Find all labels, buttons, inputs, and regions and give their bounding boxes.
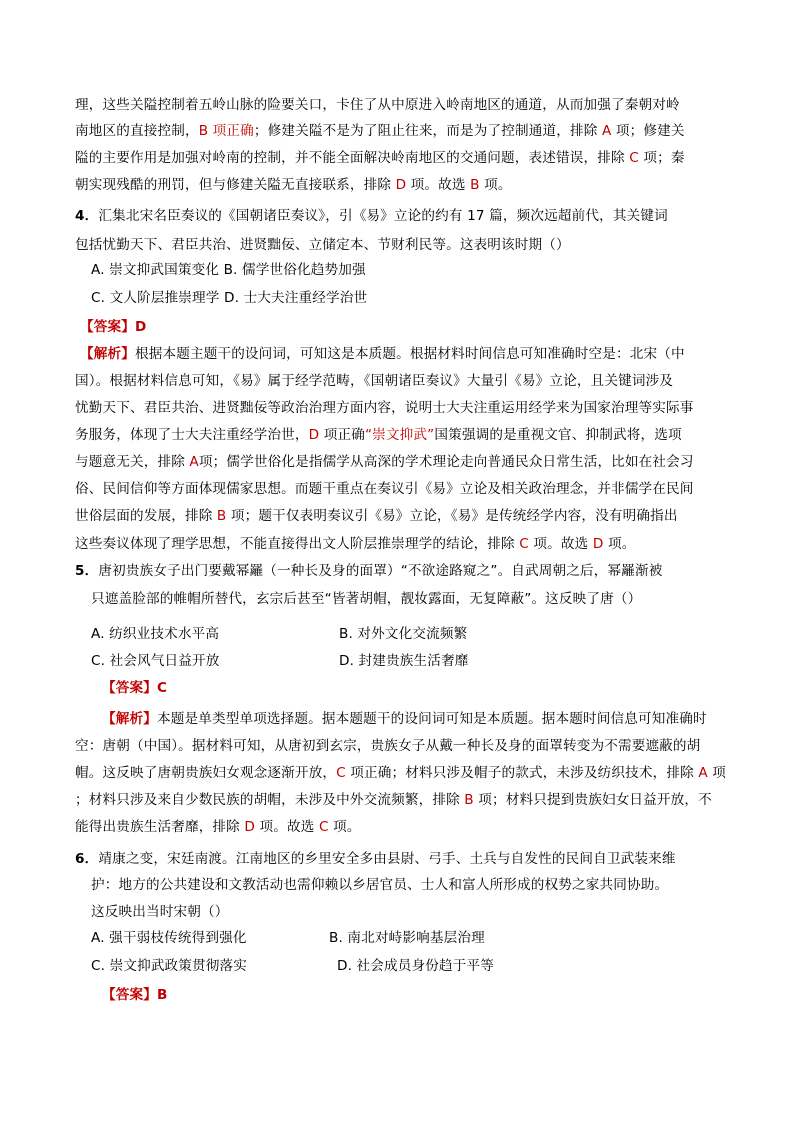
text: ；材料只涉及帽子的款式，未涉及纺织技术，排除 xyxy=(391,765,699,781)
q4-options-line-1 xyxy=(91,261,366,279)
question-stem: 只遮盖脸部的帷帽所替代，玄宗后甚至“皆著胡帽，靓妆露面，无复障蔽”。这反映了唐（） xyxy=(91,591,642,607)
option-letter: D xyxy=(592,536,604,552)
answer-value: B xyxy=(156,987,168,1003)
q6-stem-line-3 xyxy=(91,903,228,921)
text: 南地区的直接控制， xyxy=(75,123,199,139)
text: 项；儒学世俗化是指儒学从高深的学术理论走向普通民众日常生活，比如在社会习 xyxy=(198,454,694,470)
q6-option-a xyxy=(91,929,247,947)
q4-analysis-line-7 xyxy=(75,507,678,525)
intro-line-3 xyxy=(75,149,685,167)
text: 项；题干仅表明奏议引《易》立论，《易》是传统经学内容，没有明确指出 xyxy=(226,508,678,524)
question-stem: 靖康之变，宋廷南渡。江南地区的乡里安全多由县尉、弓手、土兵与自发性的民间自卫武装来维 xyxy=(98,851,676,867)
answer-value: C xyxy=(156,680,168,696)
text: 项 xyxy=(707,765,727,781)
option-text: D. 社会成员身份趋于平等 xyxy=(337,958,494,974)
answer-label: 【答案】 xyxy=(80,319,135,335)
text: 与题意无关，排除 xyxy=(75,454,190,470)
answer-value: D xyxy=(134,319,147,335)
text: 项；秦 xyxy=(638,150,685,166)
q4-analysis-line-8 xyxy=(75,535,635,553)
text: 务服务，体现了士大夫注重经学治世， xyxy=(75,427,309,443)
q4-analysis-line-4 xyxy=(75,426,682,444)
q5-option-d xyxy=(339,652,469,670)
q6-answer xyxy=(102,986,168,1004)
q5-option-c xyxy=(91,652,220,670)
q5-stem-line-1 xyxy=(75,562,663,580)
q5-answer xyxy=(102,679,167,697)
q5-analysis-line-1 xyxy=(102,710,707,728)
q5-option-a xyxy=(91,625,219,643)
option-text: C. 崇文抑武政策贯彻落实 xyxy=(91,958,248,974)
text: ；修建关隘不是为了阻止往来，而是为了控制通道，排除 xyxy=(253,123,602,139)
analysis-label: 【解析】 xyxy=(102,711,157,727)
question-stem: 汇集北宋名臣奏议的《国朝诸臣奏议》，引《易》立论的约有 17 篇，频次远超前代，其关键词 xyxy=(98,208,668,224)
text: 这些奏议体现了理学思想，不能直接得出文人阶层推崇理学的结论，排除 xyxy=(75,536,520,552)
text: 项；材料只提到贵族妇女日益开放，不 xyxy=(473,792,712,808)
text: 项。故选 xyxy=(406,177,471,193)
q6-stem-line-1 xyxy=(75,850,676,868)
text: 本题是单类型单项选择题。据本题题干的设问词可知是本质题。据本题时间信息可知准确时 xyxy=(156,711,707,727)
analysis-label: 【解析】 xyxy=(80,346,135,362)
q5-analysis-line-4 xyxy=(75,791,712,809)
option-text: A. 强干弱枝传统得到强化 xyxy=(91,930,247,946)
option-letter: B xyxy=(464,792,474,808)
q6-option-b xyxy=(329,929,485,947)
text: 理，这些关隘控制着五岭山脉的险要关口，卡住了从中原进入岭南地区的通道，从而加强了秦朝对岭 xyxy=(75,97,680,113)
highlight-term: “崇文抑武” xyxy=(364,427,435,443)
text: 忧勤天下、君臣共治、进贤黜佞等政治治理方面内容，说明士大夫注重运用经学来为国家治理等实际事 xyxy=(75,400,694,416)
question-stem: 包括忧勤天下、君臣共治、进贤黜佞、立储定本、节财利民等。这表明该时期（） xyxy=(75,237,570,253)
q4-analysis-line-6 xyxy=(75,480,693,498)
option-text: C. 社会风气日益开放 xyxy=(91,653,220,669)
text: 能得出贵族生活奢靡，排除 xyxy=(75,819,245,835)
q5-option-b xyxy=(339,625,467,643)
q4-answer xyxy=(80,318,146,336)
question-number: 4． xyxy=(75,208,99,224)
q5-stem-line-2 xyxy=(91,590,641,608)
q4-analysis-line-5 xyxy=(75,453,694,471)
option-letter: D xyxy=(244,819,256,835)
question-stem: 护：地方的公共建设和文教活动也需仰赖以乡居官员、士人和富人所形成的权势之家共同协助。 xyxy=(91,877,669,893)
option-letter: B xyxy=(470,177,480,193)
option-letter: B xyxy=(216,508,227,524)
text: 项。故选 xyxy=(528,536,593,552)
text: 朝实现残酷的刑罚，但与修建关隘无直接联系，排除 xyxy=(75,177,396,193)
text: 项正确 xyxy=(319,427,365,443)
question-number: 5． xyxy=(75,563,99,579)
text: 项；修建关 xyxy=(611,123,685,139)
intro-line-4 xyxy=(75,176,512,194)
intro-line-2 xyxy=(75,122,685,140)
option-letter: C xyxy=(336,765,346,781)
option-letter: C xyxy=(519,536,529,552)
text: 隘的主要作用是加强对岭南的控制，并不能全面解决岭南地区的交通问题，表述错误，排除 xyxy=(75,150,630,166)
text: 帽。这反映了唐朝贵族妇女观念逐渐开放， xyxy=(75,765,337,781)
answer-label: 【答案】 xyxy=(102,987,157,1003)
text: 项。 xyxy=(328,819,361,835)
q4-stem-line-1 xyxy=(75,207,668,225)
option-letter: C xyxy=(318,819,329,835)
q5-analysis-line-2 xyxy=(75,737,700,755)
option-text: B. 对外文化交流频繁 xyxy=(339,626,468,642)
question-number: 6． xyxy=(75,851,99,867)
text: 俗、民间信仰等方面体现儒家思想。而题干重点在奏议引《易》立论及相关政治理念，并非儒学在民间 xyxy=(75,481,694,497)
option-text: D. 封建贵族生活奢靡 xyxy=(339,653,469,669)
question-stem: 这反映出当时宋朝（） xyxy=(91,904,229,920)
q6-option-c xyxy=(91,957,247,975)
answer-label: 【答案】 xyxy=(102,680,157,696)
text: 项。 xyxy=(479,177,512,193)
text: ；材料只涉及来自少数民族的胡帽，未涉及中外交流频繁，排除 xyxy=(75,792,465,808)
q4-stem-line-2 xyxy=(75,236,570,254)
text: 世俗层面的发展，排除 xyxy=(75,508,217,524)
option-letter: A xyxy=(601,123,612,139)
q5-analysis-line-5 xyxy=(75,818,361,836)
option-letter: D xyxy=(308,427,320,443)
q4-analysis-line-1 xyxy=(80,345,685,363)
text: 国策强调的是重视文官、抑制武将，选项 xyxy=(434,427,682,443)
q5-analysis-line-3 xyxy=(75,764,726,782)
q6-option-d xyxy=(337,957,494,975)
option-text: C. 文人阶层推崇理学 D. 士大夫注重经学治世 xyxy=(91,290,368,306)
text: 项。故选 xyxy=(255,819,319,835)
q4-options-line-2 xyxy=(91,289,367,307)
text: 项。 xyxy=(603,536,636,552)
intro-line-1 xyxy=(75,96,680,114)
option-letter: A xyxy=(189,454,199,470)
question-stem: 唐初贵族女子出门要戴幂䍦（一种长及身的面罩）“不欲途路窥之”。自武周朝之后，幂䍦渐被 xyxy=(98,563,663,579)
option-text: A. 纺织业技术水平高 xyxy=(91,626,220,642)
correct-option-text: B 项正确 xyxy=(198,123,254,139)
text: 根据本题主题干的设问词，可知这是本质题。根据材料时间信息可知准确时空是：北宋（中 xyxy=(134,346,685,362)
option-text: B. 南北对峙影响基层治理 xyxy=(329,930,485,946)
option-letter: C xyxy=(629,150,639,166)
q6-stem-line-2 xyxy=(91,876,668,894)
option-text: A. 崇文抑武国策变化 B. 儒学世俗化趋势加强 xyxy=(91,262,366,278)
text: 国）。根据材料信息可知，《易》属于经学范畴，《国朝诸臣奏议》大量引《易》立论，且关键词涉及 xyxy=(75,373,674,389)
option-letter: A xyxy=(698,765,708,781)
option-letter: D xyxy=(395,177,407,193)
q4-analysis-line-3 xyxy=(75,399,693,417)
text: 项正确 xyxy=(345,765,392,781)
q4-analysis-line-2 xyxy=(75,372,673,390)
text: 空：唐朝（中国）。据材料可知，从唐初到玄宗，贵族女子从戴一种长及身的面罩转变为不需要遮蔽的胡 xyxy=(75,738,701,754)
